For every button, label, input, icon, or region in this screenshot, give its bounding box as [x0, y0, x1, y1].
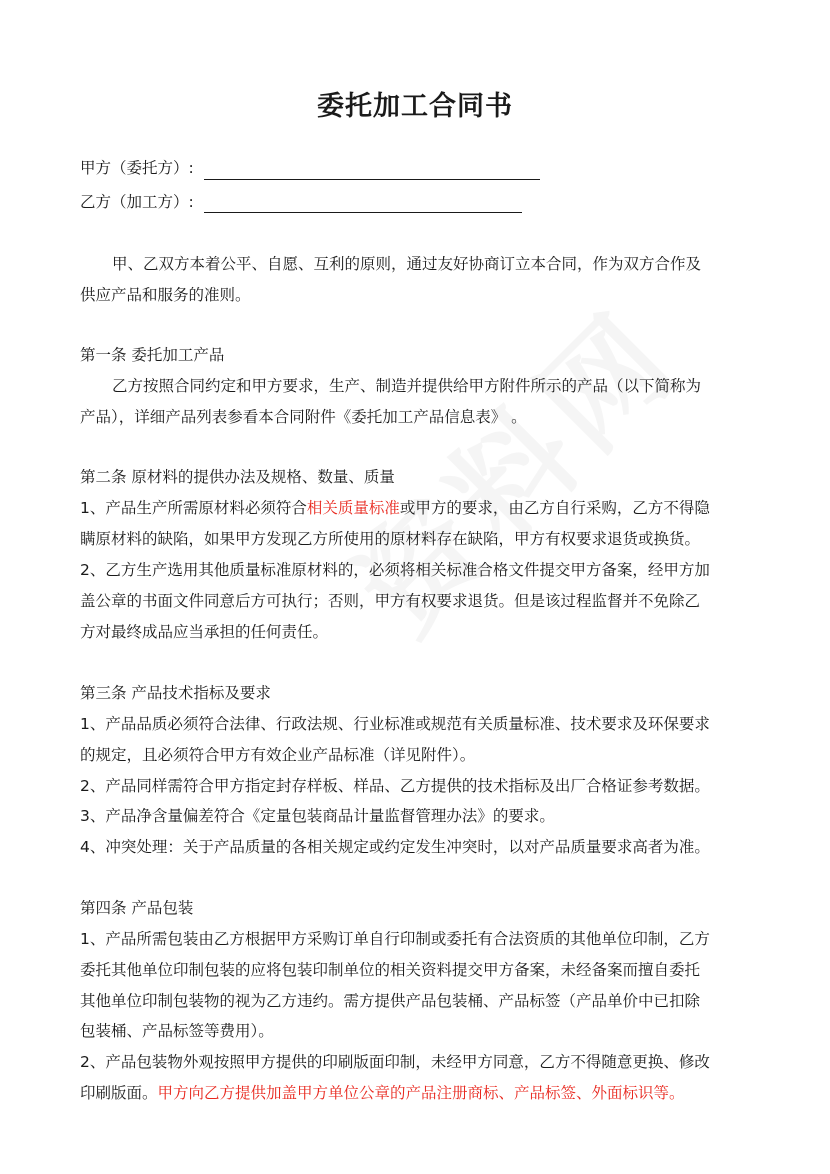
article-4-p2-line-1: 2、产品包装物外观按照甲方提供的印刷版面印制，未经甲方同意，乙方不得随意更换、修改 — [80, 1053, 710, 1071]
article-4-p1-line-4: 包装桶、产品标签等费用）。 — [80, 1022, 274, 1040]
article-3-p2: 2、产品同样需符合甲方指定封存样板、样品、乙方提供的技术指标及出厂合格证参考数据。 — [80, 777, 710, 795]
article-4-p2-text-a: 印刷版面。 — [80, 1084, 158, 1102]
article-4-p1-line-2: 委托其他单位印制包装的应将包装印制单位的相关资料提交甲方备案，未经备案而擅自委托 — [80, 961, 701, 979]
article-2-p2-line-2: 盖公章的书面文件同意后方可执行；否则，甲方有权要求退货。但是该过程监督并不免除乙 — [80, 592, 701, 610]
article-3-heading: 第三条 产品技术指标及要求 — [80, 684, 271, 702]
article-2-p1-text-b: 或甲方的要求，由乙方自行采购，乙方不得隐 — [399, 499, 710, 517]
article-4-p1-line-3: 其他单位印制包装物的视为乙方违约。需方提供产品包装桶、产品标签（产品单价中已扣除 — [80, 992, 701, 1010]
party-a-blank — [204, 179, 540, 180]
article-3-p3: 3、产品净含量偏差符合《定量包装商品计量监督管理办法》的要求。 — [80, 807, 555, 825]
article-4-heading: 第四条 产品包装 — [80, 899, 194, 917]
highlight-quality-standard: 相关质量标准 — [306, 499, 400, 517]
document-title: 委托加工合同书 — [317, 91, 513, 122]
party-b-label: 乙方（加工方）: — [80, 193, 194, 211]
article-1-line-2: 产品），详细产品列表参看本合同附件《委托加工产品信息表》 。 — [80, 408, 527, 426]
party-b-blank — [204, 212, 522, 213]
article-3-p1-line-2: 的规定，且必须符合甲方有效企业产品标准（详见附件）。 — [80, 746, 476, 764]
article-2-p1-text-a: 1、产品生产所需原材料必须符合 — [80, 499, 307, 517]
article-4-p2-line-2 — [80, 1083, 685, 1103]
article-2-heading: 第二条 原材料的提供办法及规格、数量、质量 — [80, 468, 395, 486]
article-3-p1-line-1: 1、产品品质必须符合法律、行政法规、行业标准或规范有关质量标准、技术要求及环保要求 — [80, 715, 710, 733]
article-2-p2-line-1: 2、乙方生产选用其他质量标准原材料的，必须将相关标准合格文件提交甲方备案，经甲方加 — [80, 561, 710, 579]
article-3-p4: 4、冲突处理：关于产品质量的各相关规定或约定发生冲突时，以对产品质量要求高者为准。 — [80, 838, 710, 856]
highlight-trademark-label: 甲方向乙方提供加盖甲方单位公章的产品注册商标、产品标签、外面标识等。 — [157, 1084, 685, 1102]
article-2-p1-line-1 — [80, 498, 710, 518]
article-4-p1-line-1: 1、产品所需包装由乙方根据甲方采购订单自行印制或委托有合法资质的其他单位印制，乙方 — [80, 930, 710, 948]
watermark — [265, 221, 754, 710]
party-a-label: 甲方（委托方）: — [80, 159, 194, 177]
article-2-p2-line-3: 方对最终成品应当承担的任何责任。 — [80, 623, 329, 641]
article-2-p1-line-2: 瞒原材料的缺陷，如果甲方发现乙方所使用的原材料存在缺陷，甲方有权要求退货或换货。 — [80, 530, 701, 548]
intro-line-1: 甲、乙双方本着公平、自愿、互利的原则，通过友好协商订立本合同，作为双方合作及 — [112, 255, 702, 273]
intro-line-2: 供应产品和服务的准则。 — [80, 286, 251, 304]
article-1-line-1: 乙方按照合同约定和甲方要求，生产、制造并提供给甲方附件所示的产品（以下简称为 — [112, 377, 702, 395]
article-1-heading: 第一条 委托加工产品 — [80, 346, 225, 364]
